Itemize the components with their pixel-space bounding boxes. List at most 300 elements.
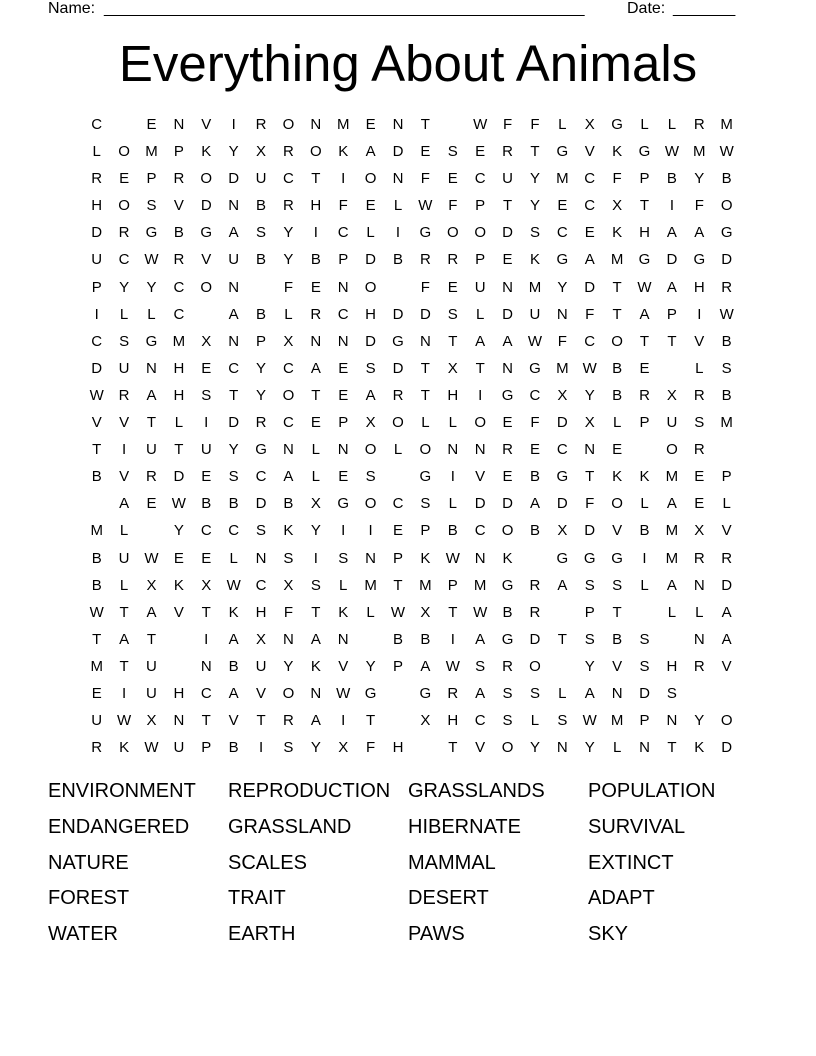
grid-cell[interactable]: O [720,712,733,730]
grid-cell[interactable]: C [584,197,596,215]
grid-cell[interactable]: T [639,332,650,350]
grid-cell[interactable]: B [201,495,212,513]
grid-cell[interactable]: K [529,251,540,269]
grid-cell[interactable]: X [420,603,431,621]
grid-cell[interactable]: R [419,251,431,269]
grid-cell[interactable]: P [447,576,458,594]
grid-cell[interactable]: Y [557,278,568,296]
grid-cell[interactable]: N [283,630,294,648]
grid-cell[interactable]: P [146,170,157,188]
grid-cell[interactable]: X [201,332,212,350]
grid-cell[interactable]: M [665,549,679,567]
grid-cell[interactable]: E [502,468,513,486]
grid-cell[interactable]: F [420,170,430,188]
grid-cell[interactable]: W [89,603,104,621]
grid-cell[interactable]: I [204,630,209,648]
grid-cell[interactable]: E [201,549,212,567]
grid-cell[interactable]: O [611,495,623,513]
grid-cell[interactable]: T [448,739,458,757]
grid-cell[interactable]: D [721,739,733,757]
grid-cell[interactable]: S [694,414,705,432]
grid-cell[interactable]: K [338,143,349,161]
grid-cell[interactable]: W [719,305,734,323]
grid-cell[interactable]: B [721,332,732,350]
grid-cell[interactable]: T [420,359,430,377]
grid-cell[interactable]: R [502,657,513,675]
grid-cell[interactable]: G [501,386,514,404]
grid-cell[interactable]: C [283,170,294,188]
grid-cell[interactable]: P [584,603,595,621]
grid-cell[interactable]: B [392,251,403,269]
grid-cell[interactable]: G [638,143,651,161]
grid-cell[interactable]: V [119,468,130,486]
grid-cell[interactable]: S [447,143,458,161]
grid-cell[interactable]: G [611,116,623,133]
grid-cell[interactable]: R [529,603,541,621]
grid-cell[interactable]: D [584,278,596,296]
grid-cell[interactable]: W [336,684,351,702]
grid-cell[interactable]: T [146,630,157,648]
grid-cell[interactable]: P [639,414,650,432]
grid-cell[interactable]: X [584,414,595,432]
grid-cell[interactable]: G [583,549,596,567]
grid-cell[interactable]: L [229,549,238,567]
grid-cell[interactable]: R [255,116,267,133]
grid-cell[interactable]: S [283,549,294,567]
grid-cell[interactable]: A [666,224,677,242]
grid-cell[interactable]: F [530,414,540,432]
grid-cell[interactable]: P [338,251,349,269]
grid-cell[interactable]: C [474,170,486,188]
grid-cell[interactable]: L [612,739,622,757]
grid-cell[interactable]: D [502,305,513,323]
grid-cell[interactable]: P [91,278,102,296]
grid-cell[interactable]: I [313,549,318,567]
grid-cell[interactable]: D [228,414,240,432]
grid-cell[interactable]: F [366,739,376,757]
grid-cell[interactable]: N [173,712,185,730]
grid-cell[interactable] [193,301,220,328]
grid-cell[interactable]: K [612,468,623,486]
grid-cell[interactable]: T [502,197,513,215]
grid-cell[interactable]: A [475,630,486,648]
grid-cell[interactable]: O [501,739,514,757]
grid-cell[interactable]: A [639,305,650,323]
grid-cell[interactable]: W [719,143,734,161]
grid-cell[interactable]: K [201,143,212,161]
grid-cell[interactable]: L [119,305,129,323]
grid-cell[interactable]: G [392,332,404,350]
grid-cell[interactable]: H [447,386,459,404]
grid-cell[interactable]: N [365,549,377,567]
grid-cell[interactable]: R [693,657,705,675]
grid-cell[interactable]: U [255,657,267,675]
grid-cell[interactable]: T [475,359,485,377]
grid-cell[interactable]: Y [283,224,294,242]
grid-cell[interactable]: U [118,549,130,567]
grid-cell[interactable]: P [475,251,486,269]
grid-cell[interactable]: A [721,630,732,648]
grid-cell[interactable]: K [283,522,294,540]
grid-cell[interactable]: O [364,441,377,459]
grid-cell[interactable]: D [721,251,733,269]
grid-cell[interactable]: O [364,495,377,513]
grid-cell[interactable]: C [584,170,596,188]
grid-cell[interactable]: T [146,414,157,432]
grid-cell[interactable]: E [201,359,212,377]
grid-cell[interactable]: H [91,197,103,215]
grid-cell[interactable]: U [118,359,130,377]
grid-cell[interactable]: Y [228,441,239,459]
grid-cell[interactable] [631,436,658,463]
grid-cell[interactable]: W [144,549,159,567]
grid-cell[interactable]: T [448,332,458,350]
grid-cell[interactable]: P [392,657,403,675]
grid-cell[interactable]: K [502,549,513,567]
grid-cell[interactable]: D [474,495,486,513]
grid-cell[interactable]: T [311,386,321,404]
grid-cell[interactable]: K [612,224,623,242]
grid-cell[interactable]: I [697,305,702,323]
grid-cell[interactable]: V [612,657,623,675]
grid-cell[interactable]: Y [228,143,239,161]
grid-cell[interactable]: M [693,143,706,161]
grid-cell[interactable]: H [447,712,459,730]
grid-cell[interactable]: G [501,576,514,594]
grid-cell[interactable]: L [284,305,293,323]
grid-cell[interactable]: W [171,495,186,513]
grid-cell[interactable]: S [256,522,267,540]
grid-cell[interactable]: O [474,224,486,242]
grid-cell[interactable]: B [612,359,623,377]
grid-cell[interactable]: W [637,278,652,296]
grid-cell[interactable]: W [418,197,433,215]
grid-cell[interactable]: G [419,684,432,702]
grid-cell[interactable]: A [119,495,130,513]
grid-cell[interactable]: S [612,576,623,594]
grid-cell[interactable]: S [228,468,239,486]
grid-cell[interactable]: L [174,414,184,432]
grid-cell[interactable]: M [720,414,733,432]
grid-cell[interactable]: H [666,657,678,675]
grid-cell[interactable]: G [638,251,651,269]
grid-cell[interactable]: U [502,170,513,188]
grid-cell[interactable]: F [283,278,294,296]
grid-cell[interactable]: E [447,170,458,188]
grid-cell[interactable]: T [420,116,430,133]
grid-cell[interactable]: Y [256,359,267,377]
grid-cell[interactable]: V [475,739,486,757]
grid-cell[interactable]: T [174,441,184,459]
grid-cell[interactable]: S [584,576,595,594]
grid-cell[interactable]: D [556,495,568,513]
grid-cell[interactable]: N [693,630,705,648]
grid-cell[interactable]: R [693,116,705,133]
grid-cell[interactable]: R [447,684,459,702]
grid-cell[interactable]: B [283,495,294,513]
grid-cell[interactable] [165,653,192,680]
grid-cell[interactable]: X [146,576,157,594]
grid-cell[interactable]: L [640,116,649,133]
grid-cell[interactable]: L [722,495,731,513]
grid-cell[interactable]: R [283,197,294,215]
grid-cell[interactable]: M [473,576,487,594]
grid-cell[interactable]: L [695,359,704,377]
grid-cell[interactable] [384,707,411,734]
grid-cell[interactable]: E [584,224,595,242]
grid-cell[interactable]: E [392,522,403,540]
grid-cell[interactable]: L [421,414,430,432]
grid-cell[interactable]: L [640,576,649,594]
grid-cell[interactable]: S [146,197,157,215]
grid-cell[interactable]: W [664,143,679,161]
grid-cell[interactable]: A [228,305,239,323]
grid-cell[interactable] [384,463,411,490]
grid-cell[interactable]: E [529,441,540,459]
grid-cell[interactable]: N [283,441,294,459]
grid-cell[interactable]: K [228,603,239,621]
grid-cell[interactable]: H [173,386,185,404]
grid-cell[interactable]: M [172,332,186,350]
grid-cell[interactable]: C [556,441,568,459]
grid-cell[interactable]: L [558,684,567,702]
grid-cell[interactable]: M [610,251,624,269]
grid-cell[interactable]: O [200,278,213,296]
grid-cell[interactable]: W [582,712,597,730]
grid-cell[interactable]: S [557,712,568,730]
grid-cell[interactable]: U [228,251,240,269]
grid-cell[interactable]: I [94,305,99,323]
grid-cell[interactable]: W [527,332,543,350]
grid-cell[interactable]: A [502,332,513,350]
grid-cell[interactable]: L [311,468,320,486]
grid-cell[interactable]: B [529,522,540,540]
grid-cell[interactable]: T [366,712,376,730]
grid-cell[interactable]: B [256,197,267,215]
grid-cell[interactable] [110,111,137,138]
grid-cell[interactable]: R [693,441,705,459]
grid-cell[interactable]: A [228,684,239,702]
grid-cell[interactable]: C [255,468,267,486]
grid-cell[interactable]: T [585,468,595,486]
grid-cell[interactable]: P [475,197,486,215]
grid-cell[interactable]: I [341,712,346,730]
grid-cell[interactable]: B [721,170,732,188]
grid-cell[interactable]: I [122,684,127,702]
grid-cell[interactable]: G [556,549,569,567]
grid-cell[interactable]: N [392,170,404,188]
grid-cell[interactable]: K [119,739,130,757]
grid-cell[interactable]: S [502,684,513,702]
grid-cell[interactable]: A [694,224,705,242]
grid-cell[interactable]: L [311,441,320,459]
grid-cell[interactable]: D [91,359,103,377]
grid-cell[interactable]: U [255,170,267,188]
grid-cell[interactable]: B [639,522,650,540]
grid-cell[interactable]: C [228,359,240,377]
grid-cell[interactable] [549,599,576,626]
grid-cell[interactable]: O [200,170,213,188]
grid-cell[interactable]: L [667,603,677,621]
grid-cell[interactable]: G [693,251,706,269]
grid-cell[interactable]: T [119,603,129,621]
grid-cell[interactable]: E [420,143,431,161]
grid-cell[interactable] [83,490,110,517]
grid-cell[interactable]: O [446,224,459,242]
grid-cell[interactable]: F [283,603,294,621]
grid-cell[interactable]: D [200,197,212,215]
grid-cell[interactable]: A [666,495,677,513]
grid-cell[interactable]: P [392,549,403,567]
grid-cell[interactable]: G [556,251,569,269]
grid-cell[interactable]: F [420,278,430,296]
grid-cell[interactable]: W [445,657,460,675]
grid-cell[interactable] [631,599,658,626]
grid-cell[interactable]: U [529,305,541,323]
grid-cell[interactable]: M [90,657,103,675]
grid-cell[interactable]: Y [146,278,157,296]
grid-cell[interactable]: F [530,116,540,133]
grid-cell[interactable]: M [665,468,679,486]
grid-cell[interactable]: M [364,576,377,594]
grid-cell[interactable]: L [667,116,677,133]
grid-cell[interactable]: F [612,170,622,188]
grid-cell[interactable] [549,653,576,680]
grid-cell[interactable]: E [694,495,705,513]
grid-cell[interactable]: A [529,495,540,513]
grid-cell[interactable]: I [204,414,209,432]
grid-cell[interactable]: X [447,359,458,377]
grid-cell[interactable]: O [474,414,486,432]
grid-cell[interactable]: N [474,441,486,459]
grid-cell[interactable] [165,626,192,653]
grid-cell[interactable]: C [283,359,294,377]
grid-cell[interactable]: L [448,414,457,432]
grid-cell[interactable]: N [310,684,322,702]
grid-cell[interactable] [247,274,274,301]
grid-cell[interactable]: O [392,414,404,432]
grid-cell[interactable]: L [393,197,403,215]
grid-cell[interactable]: V [91,414,102,432]
grid-cell[interactable]: U [146,657,157,675]
grid-cell[interactable]: M [610,712,624,730]
grid-cell[interactable]: R [721,278,733,296]
grid-cell[interactable]: T [612,305,622,323]
grid-cell[interactable]: D [91,224,103,242]
grid-cell[interactable]: R [146,468,157,486]
grid-cell[interactable]: I [341,170,346,188]
grid-cell[interactable]: O [282,386,295,404]
grid-cell[interactable]: H [255,603,267,621]
grid-cell[interactable]: T [667,332,677,350]
grid-cell[interactable]: E [338,359,349,377]
grid-cell[interactable]: I [341,522,346,540]
grid-cell[interactable]: X [420,712,431,730]
grid-cell[interactable]: C [474,522,486,540]
grid-cell[interactable]: N [228,197,240,215]
grid-cell[interactable]: M [556,359,569,377]
grid-cell[interactable]: B [666,170,677,188]
grid-cell[interactable]: X [666,386,677,404]
grid-cell[interactable]: A [666,278,677,296]
grid-cell[interactable]: O [419,441,432,459]
grid-cell[interactable]: K [639,468,650,486]
grid-cell[interactable]: D [556,414,568,432]
grid-cell[interactable]: C [173,305,185,323]
grid-cell[interactable]: L [530,712,540,730]
name-field-line[interactable]: ______________________________________________________ [104,0,585,17]
grid-cell[interactable]: S [420,495,431,513]
grid-cell[interactable]: D [392,359,404,377]
grid-cell[interactable]: L [92,143,101,161]
grid-cell[interactable]: C [337,224,349,242]
grid-cell[interactable]: R [721,549,733,567]
grid-cell[interactable]: R [91,170,103,188]
grid-cell[interactable]: N [255,549,267,567]
grid-cell[interactable] [686,680,713,707]
grid-cell[interactable]: W [226,576,241,594]
grid-cell[interactable]: C [118,251,130,269]
grid-cell[interactable]: A [310,359,321,377]
grid-cell[interactable]: L [366,603,375,621]
grid-cell[interactable]: T [311,170,321,188]
grid-cell[interactable]: Y [694,170,705,188]
grid-cell[interactable]: Y [584,739,595,757]
grid-cell[interactable]: F [338,197,348,215]
grid-cell[interactable]: O [364,278,377,296]
grid-cell[interactable]: B [612,630,623,648]
grid-cell[interactable]: A [475,684,486,702]
grid-cell[interactable]: E [201,468,212,486]
grid-cell[interactable]: S [584,630,595,648]
grid-cell[interactable]: P [173,143,184,161]
grid-cell[interactable]: K [612,143,623,161]
grid-cell[interactable]: G [529,359,541,377]
grid-cell[interactable]: F [448,197,458,215]
grid-cell[interactable]: Y [584,657,595,675]
grid-cell[interactable]: I [231,116,236,133]
grid-cell[interactable]: I [313,224,318,242]
grid-cell[interactable]: L [147,305,156,323]
grid-cell[interactable]: W [473,603,488,621]
grid-cell[interactable]: U [91,251,103,269]
grid-cell[interactable]: O [501,522,514,540]
grid-cell[interactable]: T [557,630,567,648]
grid-cell[interactable] [384,680,411,707]
grid-cell[interactable]: A [310,712,321,730]
grid-cell[interactable]: N [310,116,322,133]
grid-cell[interactable]: H [310,197,322,215]
grid-cell[interactable]: K [420,549,431,567]
grid-cell[interactable]: X [365,414,376,432]
grid-cell[interactable]: S [365,468,376,486]
grid-cell[interactable]: S [639,630,650,648]
grid-cell[interactable]: R [283,143,294,161]
grid-cell[interactable]: K [338,603,349,621]
grid-cell[interactable]: N [337,630,349,648]
grid-cell[interactable]: S [365,359,376,377]
grid-cell[interactable]: C [392,495,404,513]
grid-cell[interactable]: H [173,359,185,377]
grid-cell[interactable]: O [282,116,295,133]
grid-cell[interactable]: F [502,116,513,133]
grid-cell[interactable]: D [721,576,733,594]
grid-cell[interactable]: I [478,386,483,404]
grid-cell[interactable]: I [258,739,264,757]
grid-cell[interactable]: A [146,603,157,621]
grid-cell[interactable]: F [585,495,595,513]
grid-cell[interactable]: R [283,712,294,730]
